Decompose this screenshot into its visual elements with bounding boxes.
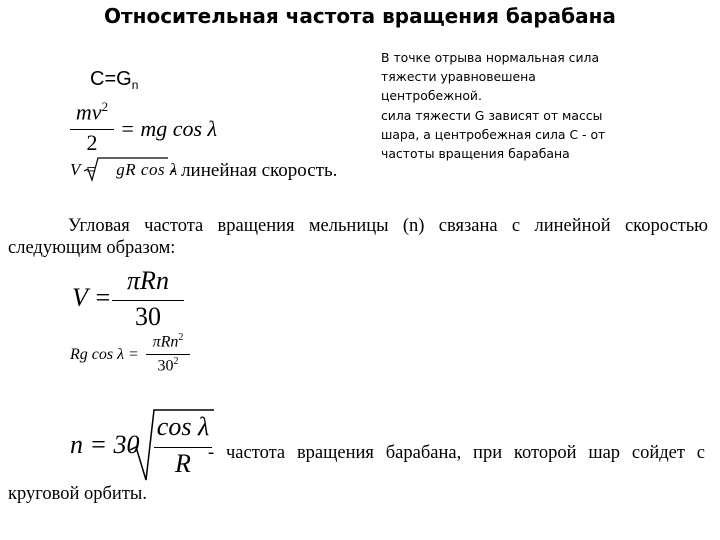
formula-equilibrium-numerator (146, 332, 190, 351)
formula-critical-numerator: cos λ (156, 412, 210, 441)
formula-equilibrium-den-exp: 2 (173, 356, 179, 367)
slide-title: Относительная частота вращения барабана (104, 4, 616, 28)
formula-energy-num-text: mv (75, 99, 102, 125)
formula-force-balance-sub: n (131, 78, 139, 92)
paragraph-end: круговой орбиты. (8, 484, 147, 504)
formula-critical-caption: - частота вращения барабана, при которой шар сойдет с (208, 443, 705, 463)
formula-equilibrium-num-exp: 2 (178, 332, 184, 343)
formula-energy-numerator (70, 99, 114, 125)
formula-force-balance-lhs: C=G (90, 68, 132, 90)
formula-critical-lhs: n = 30 (70, 430, 140, 459)
note-line: частоты вращения барабана (381, 146, 570, 162)
fraction-line (112, 300, 184, 301)
paragraph-angular-frequency (8, 215, 708, 259)
formula-equilibrium-num-text: πRn (152, 333, 179, 351)
note-line: В точке отрыва нормальная сила (381, 50, 600, 65)
formula-linear-speed-caption: - линейная скорость. (170, 160, 338, 181)
formula-equilibrium-denominator (146, 356, 190, 375)
fraction-line (154, 447, 212, 448)
formula-linear-speed-expr: V = gR cos λ (70, 160, 178, 179)
formula-speed-lhs: V = (72, 283, 112, 312)
formula-equilibrium-den-text: 30 (157, 357, 174, 375)
note-line: тяжести уравновешена (381, 69, 536, 85)
paragraph-line: Угловая частота вращения мельницы (n) связана с линейной скоростью (68, 216, 708, 236)
formula-energy-rhs: = mg cos λ (120, 116, 218, 141)
formula-energy-num-exp: 2 (101, 99, 109, 114)
note-line: центробежной. (381, 88, 482, 104)
formula-speed-denominator: 30 (135, 302, 161, 331)
note-line: шара, а центробежная сила С - от (381, 126, 606, 142)
formula-energy-denominator: 2 (86, 130, 98, 155)
note-line: сила тяжести G зависят от массы (381, 107, 603, 123)
fraction-line (146, 354, 190, 355)
explanation-note (381, 48, 681, 163)
paragraph-line: следующим образом: (8, 238, 176, 258)
formula-force-balance (90, 68, 138, 92)
formula-equilibrium-lhs: Rg cos λ = (70, 346, 139, 363)
formula-speed-numerator: πRn (127, 266, 169, 295)
formula-critical-denominator: R (175, 449, 191, 478)
